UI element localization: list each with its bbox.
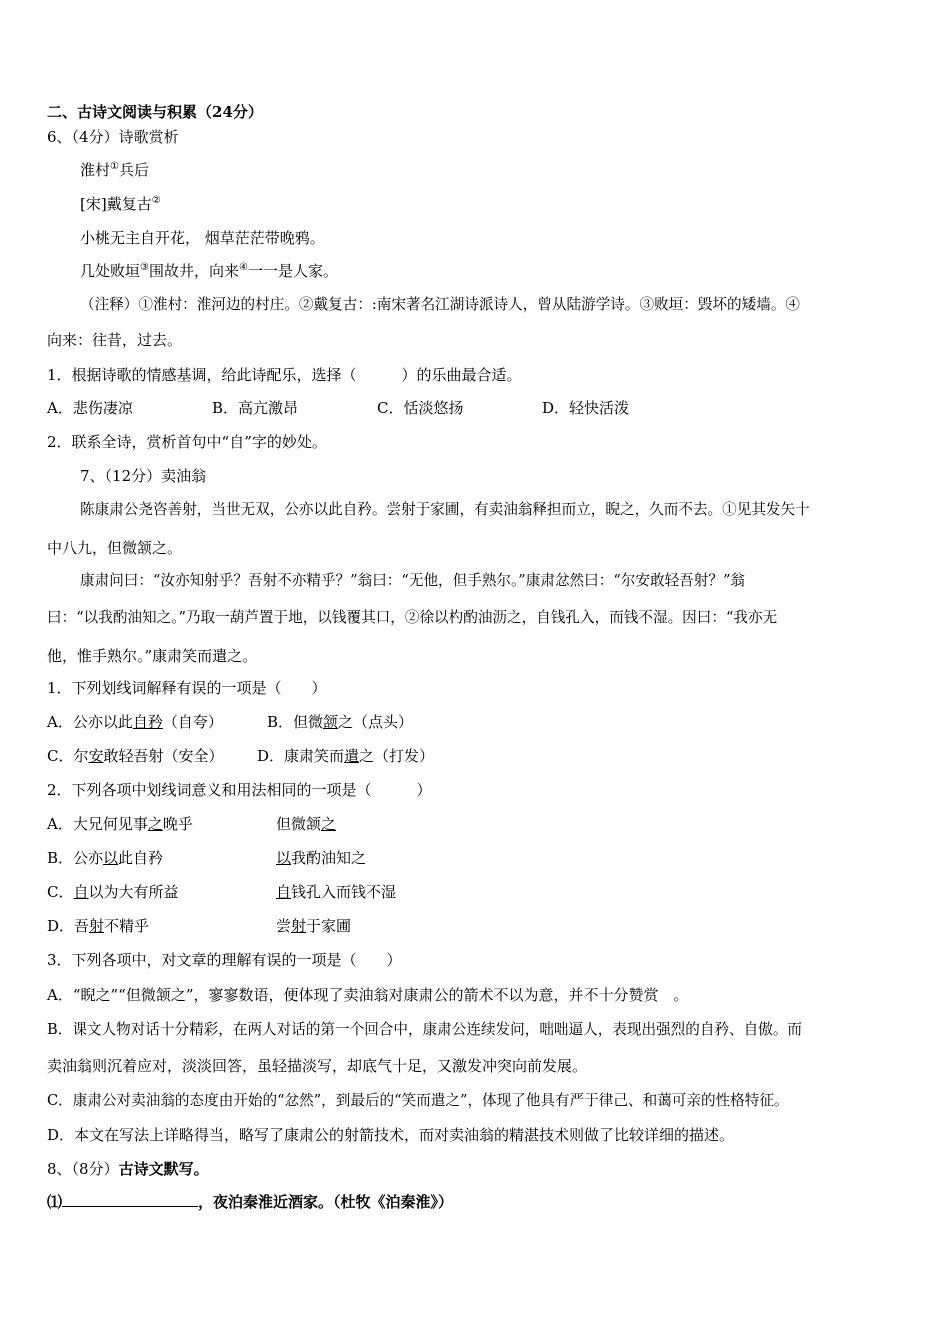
poem-line-1: 小桃无主自开花， 烟草茫茫带晚鸦。: [80, 229, 325, 247]
q7-header: 7、（12分）卖油翁: [80, 467, 207, 485]
q6-sub2: 2．联系全诗，赏析首句中“自”字的妙处。: [47, 433, 327, 451]
passage-p2-cont: 曰：“以我酌油知之。”乃取一葫芦置于地，以钱覆其口，②徐以杓酌油沥之，自钱孔入，而钱不湿。因曰：“我亦无: [47, 609, 778, 626]
passage-p2-end: 他，惟手熟尔。”康肃笑而遣之。: [47, 647, 258, 665]
q7-sub2-option-d: D．吾射不精乎: [47, 917, 150, 935]
q6-sub1-option-b: B．高亢激昂: [212, 399, 299, 417]
q7-sub3: 3．下列各项中，对文章的理解有误的一项是（ ）: [47, 951, 402, 969]
q7-sub2-option-d-compare: 尝射于家圃: [276, 917, 352, 935]
passage-p1-cont: 中八九，但微颔之。: [47, 539, 183, 557]
poem-notes-cont: 向来：往昔，过去。: [47, 331, 183, 349]
q8-header: 8、（8分）古诗文默写。: [47, 1160, 209, 1178]
q7-sub3-option-b: B．课文人物对话十分精彩，在两人对话的第一个回合中，康肃公连续发问，咄咄逼人，表现出强烈的自矜、自傲。而: [47, 1021, 803, 1038]
q6-sub1-option-c: C．恬淡悠扬: [377, 399, 464, 417]
q7-sub1-option-b: B．但微颔之（点头）: [267, 713, 414, 731]
q6-sub1-option-d: D．轻快活泼: [542, 399, 630, 417]
q7-sub1-option-a: A．公亦以此自矜（自夸）: [47, 713, 223, 731]
q6-header: 6、（4分）诗歌赏析: [47, 128, 179, 146]
q7-sub2-option-b-compare: 以我酌油知之: [276, 849, 367, 867]
section-title: 二、古诗文阅读与积累（24分）: [47, 103, 263, 121]
poem-author: [宋]戴复古②: [80, 195, 161, 213]
q7-sub3-option-d: D．本文在写法上详略得当，略写了康肃公的射箭技术，而对卖油翁的精湛技术则做了比较详细的描述。: [47, 1126, 735, 1144]
q7-sub1-option-c: C．尔安敢轻吾射（安全）: [47, 747, 224, 765]
answer-blank[interactable]: [62, 1192, 198, 1207]
poem-notes: （注释）①淮村：淮河边的村庄。②戴复古：:南宋著名江湖诗派诗人，曾从陆游学诗。③败垣：毁坏的矮墙。④: [80, 296, 801, 313]
poem-line-2: 几处败垣③围故井，向来④一一是人家。: [80, 262, 338, 280]
q7-sub2-option-b: B．公亦以此自矜: [47, 849, 164, 867]
q7-sub1-option-d: D．康肃笑而遣之（打发）: [257, 747, 435, 765]
q7-sub2-option-a-compare: 但微颔之: [276, 815, 337, 833]
q7-sub3-option-a: A．“睨之”“但微颔之”，寥寥数语，便体现了卖油翁对康肃公的箭术不以为意，并不十分赞赏 。: [47, 986, 689, 1004]
q7-sub2: 2．下列各项中划线词意义和用法相同的一项是（ ）: [47, 781, 432, 799]
poem-title: 淮村①兵后: [80, 161, 149, 179]
passage-p1: 陈康肃公尧咨善射，当世无双，公亦以此自矜。尝射于家圃，有卖油翁释担而立，睨之，久而不去。①见其发矢十: [80, 501, 810, 518]
q7-sub2-option-c: C．自以为大有所益: [47, 883, 179, 901]
q7-sub3-option-c: C．康肃公对卖油翁的态度由开始的“忿然”，到最后的“笑而遣之”，体现了他具有严于律己、和蔼可亲的性格特征。: [47, 1092, 789, 1109]
q6-sub1: 1．根据诗歌的情感基调，给此诗配乐，选择（ ）的乐曲最合适。: [47, 366, 522, 384]
q7-sub1: 1．下列划线词解释有误的一项是（ ）: [47, 679, 327, 697]
q7-sub2-option-a: A．大兄何见事之晚乎: [47, 815, 193, 833]
passage-p2: 康肃问曰：“汝亦知射乎？吾射不亦精乎？”翁曰：“无他，但手熟尔。”康肃忿然曰：“尔安敢轻吾射？”翁: [80, 572, 745, 589]
q7-sub3-option-b-cont: 卖油翁则沉着应对，淡淡回答，虽轻描淡写，却底气十足，又激发冲突向前发展。: [47, 1057, 588, 1075]
q7-sub2-option-c-compare: 自钱孔入而钱不湿: [276, 883, 397, 901]
q6-sub1-option-a: A．悲伤凄凉: [47, 399, 133, 417]
q8-item-1: ⑴ ，夜泊秦淮近酒家。（杜牧《泊秦淮》）: [47, 1193, 454, 1211]
